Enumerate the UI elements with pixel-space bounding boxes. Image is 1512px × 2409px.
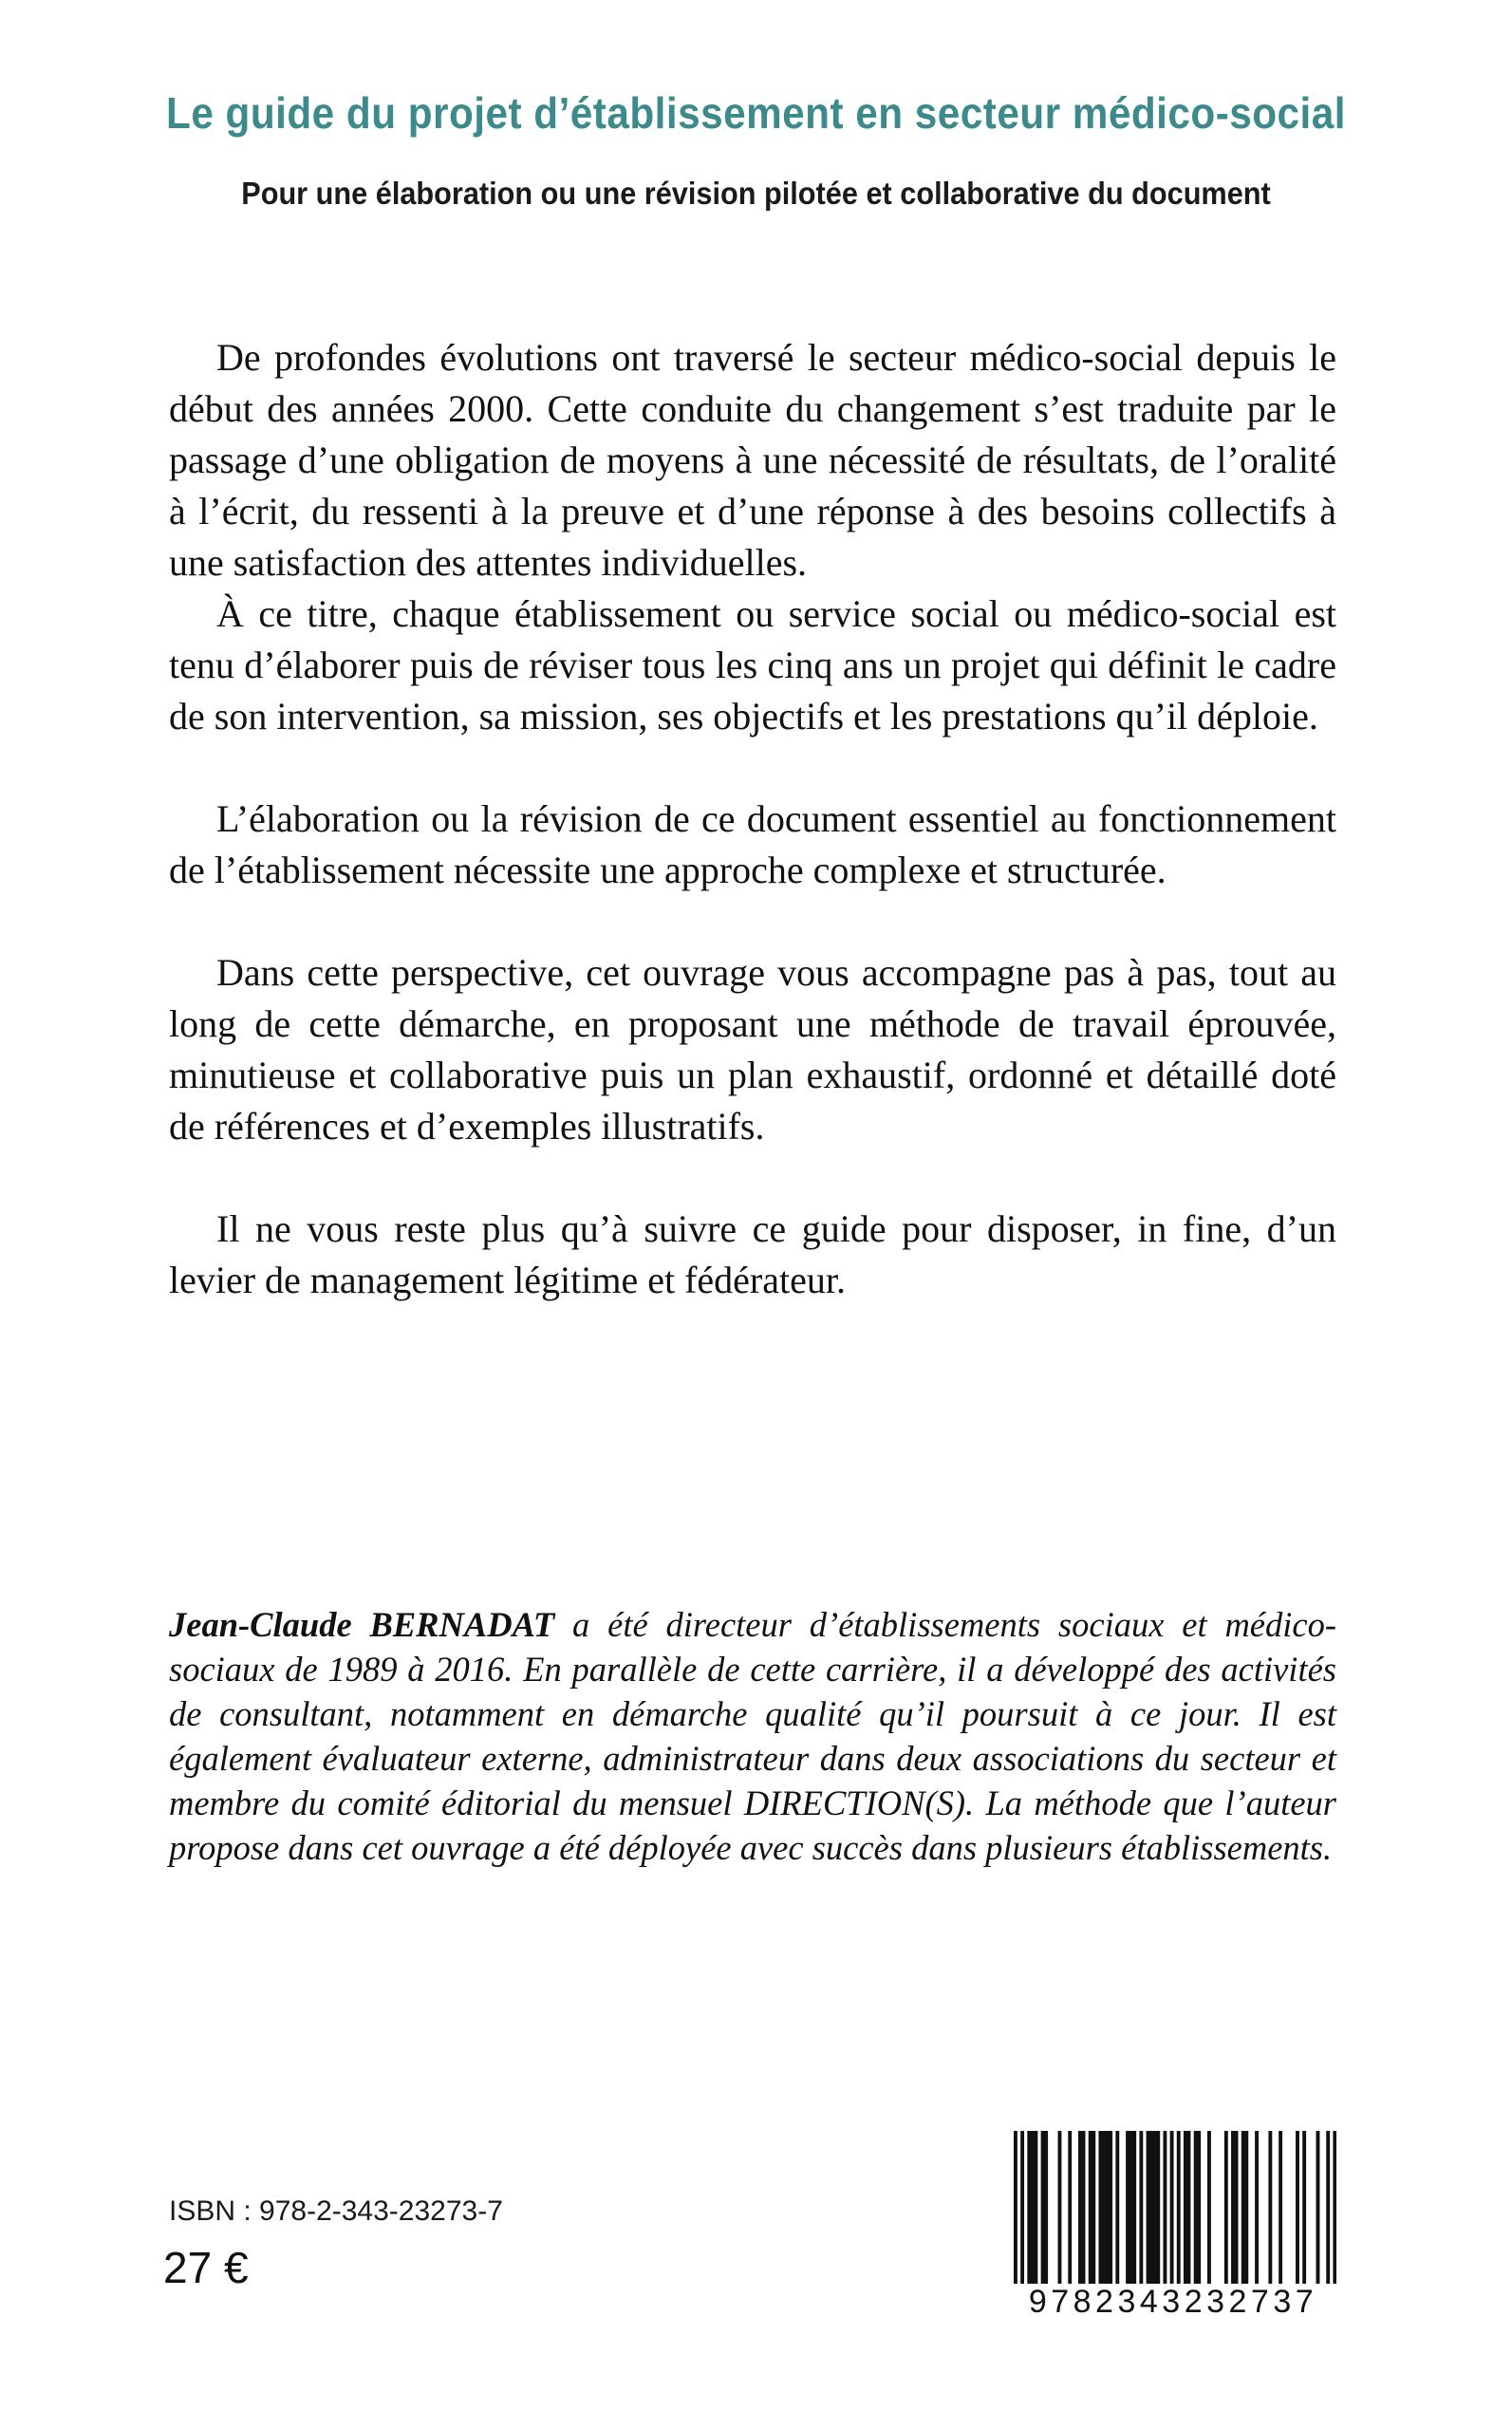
barcode-bar [1098, 2131, 1102, 2290]
barcode-bar [1082, 2131, 1086, 2290]
barcode-bar [1044, 2131, 1048, 2290]
isbn-label: ISBN : 978-2-343-23273-7 [169, 2195, 503, 2227]
barcode-bar [1316, 2131, 1320, 2290]
barcode-bar [1231, 2131, 1235, 2290]
barcode-bar [1279, 2131, 1282, 2290]
barcode-digits: 9782343232737 [1002, 2284, 1344, 2321]
barcode-bar [1058, 2131, 1062, 2290]
barcode-bar [1031, 2131, 1035, 2290]
barcode-bar [1139, 2131, 1143, 2290]
book-subtitle: Pour une élaboration ou une révision pilotée et collaborative du document [241, 176, 1271, 211]
author-bio [169, 1602, 1336, 1870]
barcode-bar [1147, 2131, 1150, 2290]
barcode-bar [1197, 2131, 1201, 2290]
price-label: 27 € [163, 2243, 249, 2292]
barcode-bar [1302, 2131, 1306, 2290]
barcode-bar [1156, 2131, 1160, 2290]
barcode-bar [1207, 2131, 1211, 2290]
barcode-bar [1296, 2131, 1299, 2290]
barcode-bar [1034, 2131, 1037, 2290]
blurb-paragraph: À ce titre, chaque établissement ou service social ou médico-social est tenu d’élaborer puis de réviser tous les cinq ans un projet qui définit le cadre de son intervention, sa mission, ses objectifs et les prestations qu’il déploie. [169, 592, 1336, 738]
barcode-bar [1106, 2131, 1110, 2290]
blurb-paragraph: Dans cette perspective, cet ouvrage vous accompagne pas à pas, tout au long de cette démarche, en proposant une méthode de travail éprouvée, minutieuse et collaborative puis un plan exhaustif, ordonné et détaillé doté de références et d’exemples illustratifs. [169, 951, 1336, 1148]
author-bio-text: a été directeur d’établissements sociaux et médico-sociaux de 1989 à 2016. En parallèle de cette carrière, il a développé des activités de consultant, notamment en démarche qualité qu’il poursuit à ce jour. Il est également évaluateur externe, administrateur dans deux associations du secteur et membre du comité éditorial du mensuel DIRECTION(S). La méthode que l’auteur propose dans cet ouvrage a été déployée avec succès dans plusieurs établissements. [169, 1605, 1336, 1867]
barcode-bar [1102, 2131, 1106, 2290]
barcode-bar [1068, 2131, 1072, 2290]
barcode-bar [1235, 2131, 1239, 2290]
barcode-bar [1153, 2131, 1157, 2290]
blurb-paragraph: L’élaboration ou la révision de ce document essentiel au fonctionnement de l’établissement nécessite une approche complexe et structurée. [169, 797, 1336, 891]
barcode-bar [1163, 2131, 1167, 2290]
barcode-bar [1129, 2131, 1133, 2290]
barcode-bar [1041, 2131, 1045, 2290]
barcode-bar [1187, 2131, 1191, 2290]
barcode-bar [1126, 2131, 1129, 2290]
barcode-bar [1078, 2131, 1082, 2290]
barcode-bar [1268, 2131, 1272, 2290]
barcode-bar [1255, 2131, 1259, 2290]
barcode-bar [1184, 2131, 1187, 2290]
author-name: Jean-Claude BERNADAT [169, 1605, 555, 1644]
barcode-bar [1092, 2131, 1095, 2290]
barcode-bar [1149, 2131, 1153, 2290]
blurb-paragraph: De profondes évolutions ont traversé le secteur médico-social depuis le début des années 2000. Cette conduite du changement s’est traduite par le passage d’une obligation de moyens à une nécessité de résultats, de l’oralité à l’écrit, du ressenti à la preuve et d’une réponse à des besoins collectifs à une satisfaction des attentes individuelles. [169, 336, 1336, 584]
barcode-bar [1109, 2131, 1112, 2290]
barcode-bar [1027, 2131, 1031, 2290]
book-title: Le guide du projet d’établissement en secteur médico-social [166, 88, 1346, 138]
barcode-bar [1224, 2131, 1228, 2290]
barcode-bar [1132, 2131, 1136, 2290]
barcode-bar [1244, 2131, 1248, 2290]
blurb-paragraph: Il ne vous reste plus qu’à suivre ce guide pour disposer, in fine, d’un levier de management légitime et fédérateur. [169, 1207, 1336, 1301]
barcode-bar [1241, 2131, 1245, 2290]
blurb [169, 332, 1336, 1306]
barcode-bar [1115, 2131, 1119, 2290]
barcode-bar [1089, 2131, 1092, 2290]
barcode-bar [1194, 2131, 1198, 2290]
